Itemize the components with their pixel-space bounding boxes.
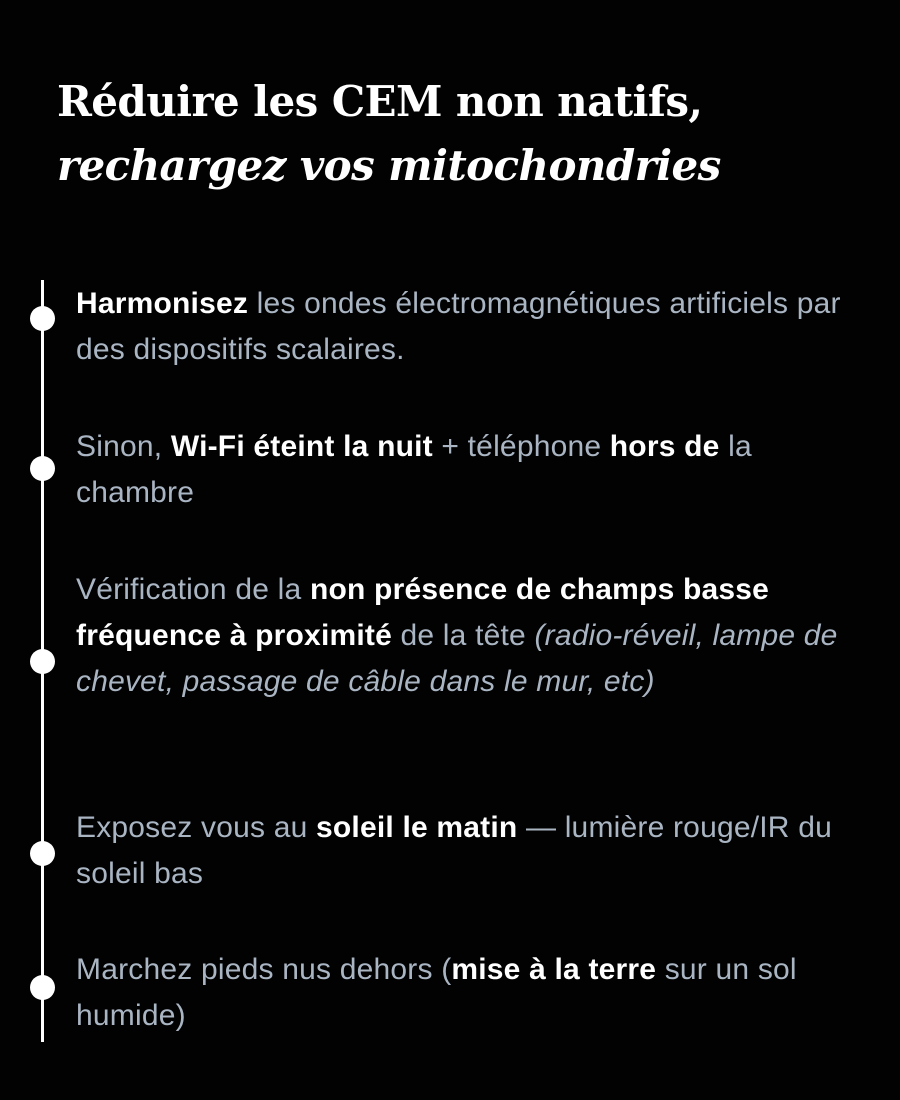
item-bold: mise à la terre (451, 953, 657, 986)
item-bold: hors de (609, 430, 720, 463)
item-bold: Wi-Fi éteint la nuit (170, 430, 433, 463)
list-item (76, 281, 866, 373)
item-text: Exposez vous au (76, 811, 317, 844)
item-bold: soleil le matin (316, 811, 518, 844)
title-line-1: Réduire les CEM non natifs, (57, 77, 703, 126)
list-item (76, 424, 866, 516)
list-item (76, 567, 866, 705)
timeline-dot (30, 649, 55, 674)
item-text: de la tête (391, 619, 535, 652)
item-text: Sinon, (76, 430, 171, 463)
item-text: + téléphone (432, 430, 610, 463)
timeline-dot (30, 841, 55, 866)
item-text: — lumière rouge/IR du soleil bas (76, 811, 832, 890)
item-italic: (radio-réveil, lampe de chevet, passage de câble dans le mur, etc) (76, 619, 838, 698)
list-item (76, 947, 866, 1039)
item-text: la chambre (76, 430, 752, 509)
item-text: Vérification de la (76, 573, 310, 606)
timeline-dot (30, 456, 55, 481)
item-text: sur un sol humide) (76, 953, 797, 1032)
item-bold: Harmonisez (76, 287, 249, 320)
item-text: les ondes électromagnétiques artificiels par des dispositifs scalaires. (76, 287, 841, 366)
timeline-dot (30, 306, 55, 331)
item-text: Marchez pieds nus dehors ( (76, 953, 452, 986)
item-bold: non présence de champs basse fréquence à proximité (76, 573, 770, 652)
page-title (57, 70, 877, 198)
title-line-2: rechargez vos mitochondries (57, 141, 721, 190)
timeline-dot (30, 975, 55, 1000)
list-item (76, 805, 866, 897)
